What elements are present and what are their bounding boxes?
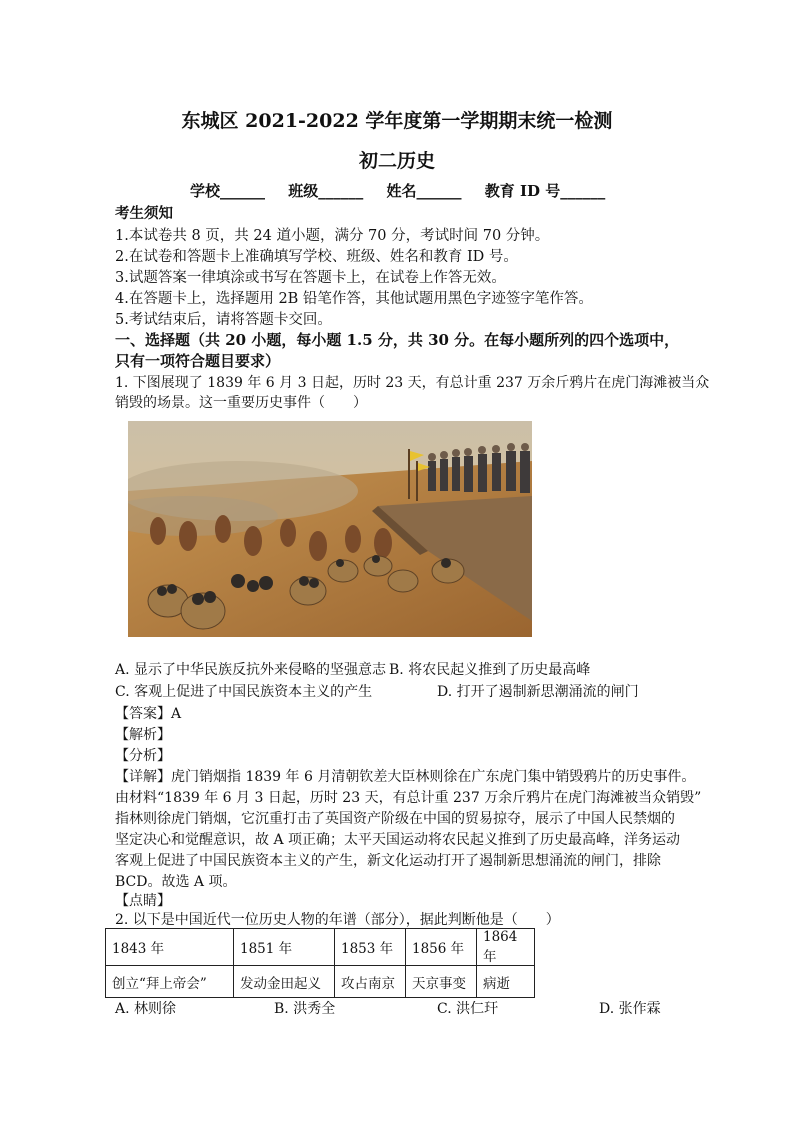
event-cell: 创立“拜上帝会” — [106, 966, 234, 998]
chronology-table — [105, 928, 535, 998]
event-cell: 病逝 — [477, 966, 535, 998]
detail-line — [115, 766, 695, 786]
table-row — [106, 966, 535, 998]
notice-heading: 考生须知 — [115, 205, 173, 222]
event-cell: 发动金田起义 — [234, 966, 335, 998]
detail-text: 虎门销烟指 1839 年 6 月清朝钦差大臣林则徐在广东虎门集中销毁鸦片的历史事件。 — [171, 769, 696, 785]
question-1-option-c: C. 客观上促进了中国民族资本主义的产生 — [115, 684, 373, 700]
year-cell: 1843 年 — [106, 929, 234, 966]
notice-item: 4.在答题卡上，选择题用 2B 铅笔作答，其他试题用黑色字迹签字笔作答。 — [115, 291, 593, 307]
question-2-stem: 2. 以下是中国近代一位历史人物的年谱（部分），据此判断他是（ ） — [115, 912, 560, 928]
section-heading-cont: 只有一项符合题目要求） — [115, 352, 281, 370]
fenxi-tag: 【分析】 — [115, 748, 171, 764]
detail-tag: 【详解】 — [115, 769, 171, 785]
answer-value: A — [171, 706, 182, 722]
notice-item: 3.试题答案一律填涂或书写在答题卡上，在试卷上作答无效。 — [115, 270, 506, 286]
question-2-option-a: A. 林则徐 — [115, 1001, 177, 1017]
question-2-option-c: C. 洪仁玕 — [437, 1001, 499, 1017]
answer-tag: 【答案】 — [115, 706, 171, 722]
education-id-field: 教育 ID 号______ — [484, 182, 606, 200]
question-1-stem-cont: 销毁的场景。这一重要历史事件（ ） — [115, 395, 367, 411]
notice-item: 2.在试卷和答题卡上准确填写学校、班级、姓名和教育 ID 号。 — [115, 249, 518, 265]
year-cell: 1851 年 — [234, 929, 335, 966]
event-cell: 天京事变 — [406, 966, 477, 998]
subject-title: 初二历史 — [358, 150, 435, 172]
analysis-tag: 【解析】 — [115, 727, 171, 743]
class-field: 班级______ — [288, 182, 364, 200]
question-2-option-d: D. 张作霖 — [599, 1001, 661, 1017]
dianjing-tag: 【点睛】 — [115, 893, 171, 909]
notice-item: 5.考试结束后，请将答题卡交回。 — [115, 312, 332, 328]
question-1-stem: 1. 下图展现了 1839 年 6 月 3 日起，历时 23 天，有总计重 237 万余斤鸦片在虎门海滩被当众 — [115, 375, 710, 391]
notice-item: 1.本试卷共 8 页，共 24 道小题，满分 70 分，考试时间 70 分钟。 — [115, 228, 550, 244]
table-row — [106, 929, 535, 966]
student-info-fields — [190, 180, 623, 201]
section-heading: 一、选择题（共 20 小题，每小题 1.5 分，共 30 分。在每小题所列的四个选项中， — [115, 331, 680, 349]
year-cell: 1864 年 — [477, 929, 535, 966]
answer-row — [115, 703, 181, 723]
exam-title: 东城区 2021-2022 学年度第一学期期末统一检测 — [181, 110, 613, 132]
opium-destruction-painting — [128, 421, 532, 637]
question-1-option-d: D. 打开了遏制新思潮涌流的闸门 — [437, 684, 639, 700]
event-cell: 攻占南京 — [335, 966, 406, 998]
detail-line: 由材料“1839 年 6 月 3 日起，历时 23 天，有总计重 237 万余斤鸦片在虎门海滩被当众销毁” — [115, 790, 702, 806]
year-cell: 1853 年 — [335, 929, 406, 966]
question-2-option-b: B. 洪秀全 — [274, 1001, 336, 1017]
question-1-option-b: B. 将农民起义推到了历史最高峰 — [389, 662, 591, 678]
name-field: 姓名______ — [386, 182, 462, 200]
year-cell: 1856 年 — [406, 929, 477, 966]
question-1-option-a: A. 显示了中华民族反抗外来侵略的坚强意志 — [115, 662, 387, 678]
detail-line: 客观上促进了中国民族资本主义的产生，新文化运动打开了遏制新思想涌流的闸门，排除 — [115, 853, 661, 869]
detail-line: 坚定决心和觉醒意识，故 A 项正确；太平天国运动将农民起义推到了历史最高峰，洋务运动 — [115, 832, 681, 848]
detail-line: BCD。故选 A 项。 — [115, 874, 237, 890]
detail-line: 指林则徐虎门销烟，它沉重打击了英国资产阶级在中国的贸易掠夺，展示了中国人民禁烟的 — [115, 811, 675, 827]
school-field: 学校______ — [190, 182, 266, 200]
